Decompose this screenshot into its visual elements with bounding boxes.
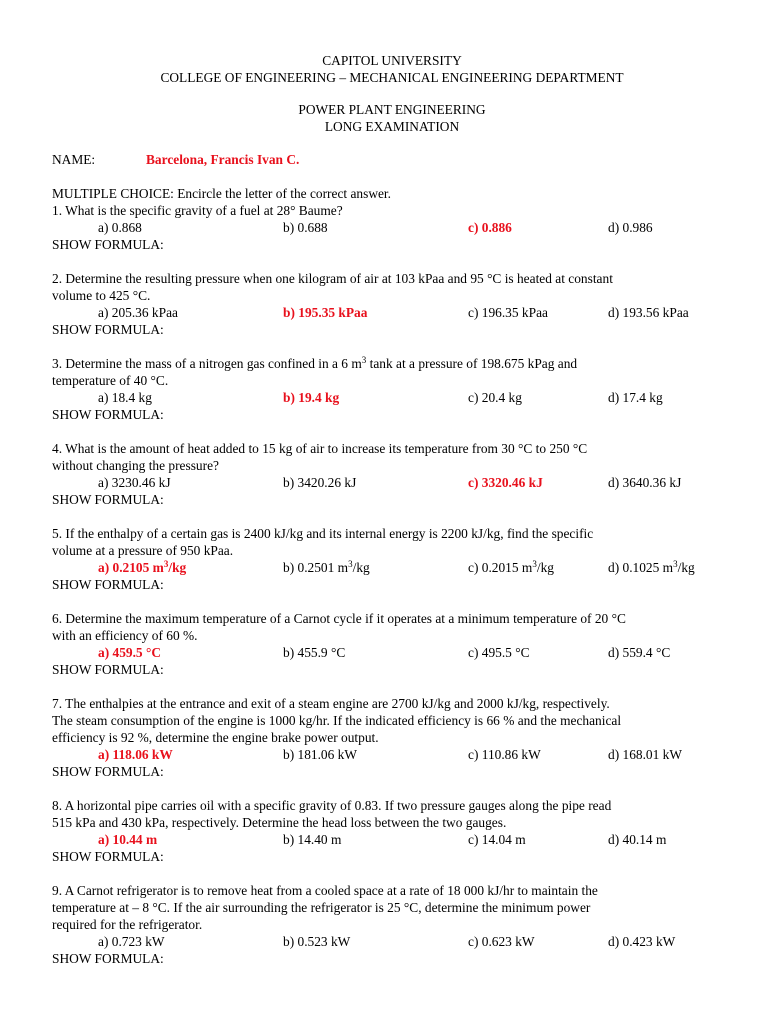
choice-c[interactable]: c) 0.623 kW bbox=[468, 934, 535, 949]
choice-d[interactable]: d) 17.4 kg bbox=[608, 390, 663, 405]
question-text: 4. What is the amount of heat added to 15 kg of air to increase its temperature from 30 °C to 250 °C bbox=[52, 441, 588, 456]
choice-row bbox=[52, 831, 732, 848]
choice-a[interactable]: a) 18.4 kg bbox=[98, 390, 152, 405]
choice-c-correct[interactable]: c) 3320.46 kJ bbox=[468, 475, 543, 490]
question-text: 9. A Carnot refrigerator is to remove heat from a cooled space at a rate of 18 000 kJ/hr to maintain the bbox=[52, 883, 598, 898]
question-9 bbox=[52, 882, 732, 967]
choice-d[interactable]: d) 193.56 kPaa bbox=[608, 305, 689, 320]
choice-b-correct[interactable]: b) 19.4 kg bbox=[283, 390, 340, 405]
name-label: NAME: bbox=[52, 152, 96, 167]
course-title: POWER PLANT ENGINEERING bbox=[298, 102, 486, 117]
choice-row bbox=[52, 474, 732, 491]
choice-b[interactable]: b) 0.523 kW bbox=[283, 934, 351, 949]
choice-c-correct[interactable]: c) 0.886 bbox=[468, 220, 512, 235]
choice-a[interactable]: a) 0.868 bbox=[98, 220, 142, 235]
question-text: 5. If the enthalpy of a certain gas is 2400 kJ/kg and its internal energy is 2200 kJ/kg, find the specific bbox=[52, 526, 594, 541]
question-text: with an efficiency of 60 %. bbox=[52, 628, 198, 643]
choice-b[interactable]: b) 455.9 °C bbox=[283, 645, 346, 660]
instructions: MULTIPLE CHOICE: Encircle the letter of the correct answer. bbox=[52, 186, 391, 201]
question-text: temperature at – 8 °C. If the air surrounding the refrigerator is 25 °C, determine the minimum power bbox=[52, 900, 591, 915]
choice-c[interactable]: c) 495.5 °C bbox=[468, 645, 530, 660]
show-formula-label: SHOW FORMULA: bbox=[52, 951, 164, 966]
question-text: 6. Determine the maximum temperature of a Carnot cycle if it operates at a minimum temperature of 20 °C bbox=[52, 611, 626, 626]
choice-d[interactable]: d) 559.4 °C bbox=[608, 645, 671, 660]
question-text: 8. A horizontal pipe carries oil with a specific gravity of 0.83. If two pressure gauges along the pipe read bbox=[52, 798, 612, 813]
choice-d[interactable]: d) 3640.36 kJ bbox=[608, 475, 682, 490]
question-text: without changing the pressure? bbox=[52, 458, 219, 473]
question-list bbox=[52, 202, 732, 967]
choice-row bbox=[52, 304, 732, 321]
question-7 bbox=[52, 695, 732, 780]
name-row bbox=[52, 151, 732, 168]
choice-a[interactable]: a) 205.36 kPaa bbox=[98, 305, 178, 320]
question-text: volume to 425 °C. bbox=[52, 288, 151, 303]
question-text: volume at a pressure of 950 kPaa. bbox=[52, 543, 234, 558]
university-name: CAPITOL UNIVERSITY bbox=[322, 53, 462, 68]
choice-a-correct[interactable]: a) 0.2105 $m^3/kg$ bbox=[98, 559, 187, 575]
choice-c[interactable]: c) 110.86 kW bbox=[468, 747, 541, 762]
student-name: Barcelona, Francis Ivan C. bbox=[146, 152, 300, 167]
choice-b[interactable]: b) 14.40 m bbox=[283, 832, 342, 847]
question-text: efficiency is 92 %, determine the engine brake power output. bbox=[52, 730, 379, 745]
question-text: The steam consumption of the engine is 1000 kg/hr. If the indicated efficiency is 66 % and the mechanical bbox=[52, 713, 622, 728]
question-5 bbox=[52, 525, 732, 593]
choice-a-correct[interactable]: a) 10.44 m bbox=[98, 832, 158, 847]
choice-row bbox=[52, 644, 732, 661]
choice-a[interactable]: a) 3230.46 kJ bbox=[98, 475, 171, 490]
choice-c[interactable]: c) 20.4 kg bbox=[468, 390, 522, 405]
question-text: temperature of 40 °C. bbox=[52, 373, 169, 388]
document-header bbox=[52, 52, 732, 86]
question-6 bbox=[52, 610, 732, 678]
question-8 bbox=[52, 797, 732, 865]
question-text: 1. What is the specific gravity of a fuel at 28° Baume? bbox=[52, 203, 343, 218]
choice-b[interactable]: b) 3420.26 kJ bbox=[283, 475, 357, 490]
choice-a-correct[interactable]: a) 118.06 kW bbox=[98, 747, 173, 762]
choice-row bbox=[52, 559, 732, 576]
show-formula-label: SHOW FORMULA: bbox=[52, 492, 164, 507]
choice-row bbox=[52, 219, 732, 236]
show-formula-label: SHOW FORMULA: bbox=[52, 407, 164, 422]
question-1 bbox=[52, 202, 732, 253]
question-text: required for the refrigerator. bbox=[52, 917, 203, 932]
exam-type: LONG EXAMINATION bbox=[324, 119, 460, 134]
show-formula-label: SHOW FORMULA: bbox=[52, 849, 164, 864]
question-2 bbox=[52, 270, 732, 338]
show-formula-label: SHOW FORMULA: bbox=[52, 577, 164, 592]
choice-row bbox=[52, 746, 732, 763]
question-4 bbox=[52, 440, 732, 508]
exam-page bbox=[52, 52, 732, 984]
choice-d[interactable]: d) 0.986 bbox=[608, 220, 653, 235]
show-formula-label: SHOW FORMULA: bbox=[52, 237, 164, 252]
choice-b[interactable]: b) 0.688 bbox=[283, 220, 328, 235]
choice-c[interactable]: c) 14.04 m bbox=[468, 832, 526, 847]
choice-a[interactable]: a) 0.723 kW bbox=[98, 934, 165, 949]
choice-d[interactable]: d) 0.1025 $m^3/kg$ bbox=[608, 559, 695, 575]
choice-b-correct[interactable]: b) 195.35 kPaa bbox=[283, 305, 368, 320]
choice-c[interactable]: c) 0.2015 $m^3/kg$ bbox=[468, 559, 554, 575]
choice-b[interactable]: b) 181.06 kW bbox=[283, 747, 358, 762]
show-formula-label: SHOW FORMULA: bbox=[52, 662, 164, 677]
choice-a-correct[interactable]: a) 459.5 °C bbox=[98, 645, 162, 660]
show-formula-label: SHOW FORMULA: bbox=[52, 764, 164, 779]
question-3 bbox=[52, 355, 732, 423]
question-text: 2. Determine the resulting pressure when one kilogram of air at 103 kPaa and 95 °C is heated at constant bbox=[52, 271, 613, 286]
college-department: COLLEGE OF ENGINEERING – MECHANICAL ENGINEERING DEPARTMENT bbox=[160, 70, 624, 85]
question-text: 3. Determine the mass of a nitrogen gas confined in a 6 $m^3$ tank at a pressure of 198.675 kPag and bbox=[52, 355, 578, 371]
show-formula-label: SHOW FORMULA: bbox=[52, 322, 164, 337]
choice-d[interactable]: d) 0.423 kW bbox=[608, 934, 676, 949]
choice-c[interactable]: c) 196.35 kPaa bbox=[468, 305, 548, 320]
choice-d[interactable]: d) 40.14 m bbox=[608, 832, 667, 847]
question-text: 515 kPa and 430 kPa, respectively. Determine the head loss between the two gauges. bbox=[52, 815, 507, 830]
choice-d[interactable]: d) 168.01 kW bbox=[608, 747, 683, 762]
question-text: 7. The enthalpies at the entrance and exit of a steam engine are 2700 kJ/kg and 2000 kJ/kg, respectively. bbox=[52, 696, 610, 711]
choice-row bbox=[52, 389, 732, 406]
choice-row bbox=[52, 933, 732, 950]
choice-b[interactable]: b) 0.2501 $m^3/kg$ bbox=[283, 559, 370, 575]
exam-title-block bbox=[52, 101, 732, 135]
